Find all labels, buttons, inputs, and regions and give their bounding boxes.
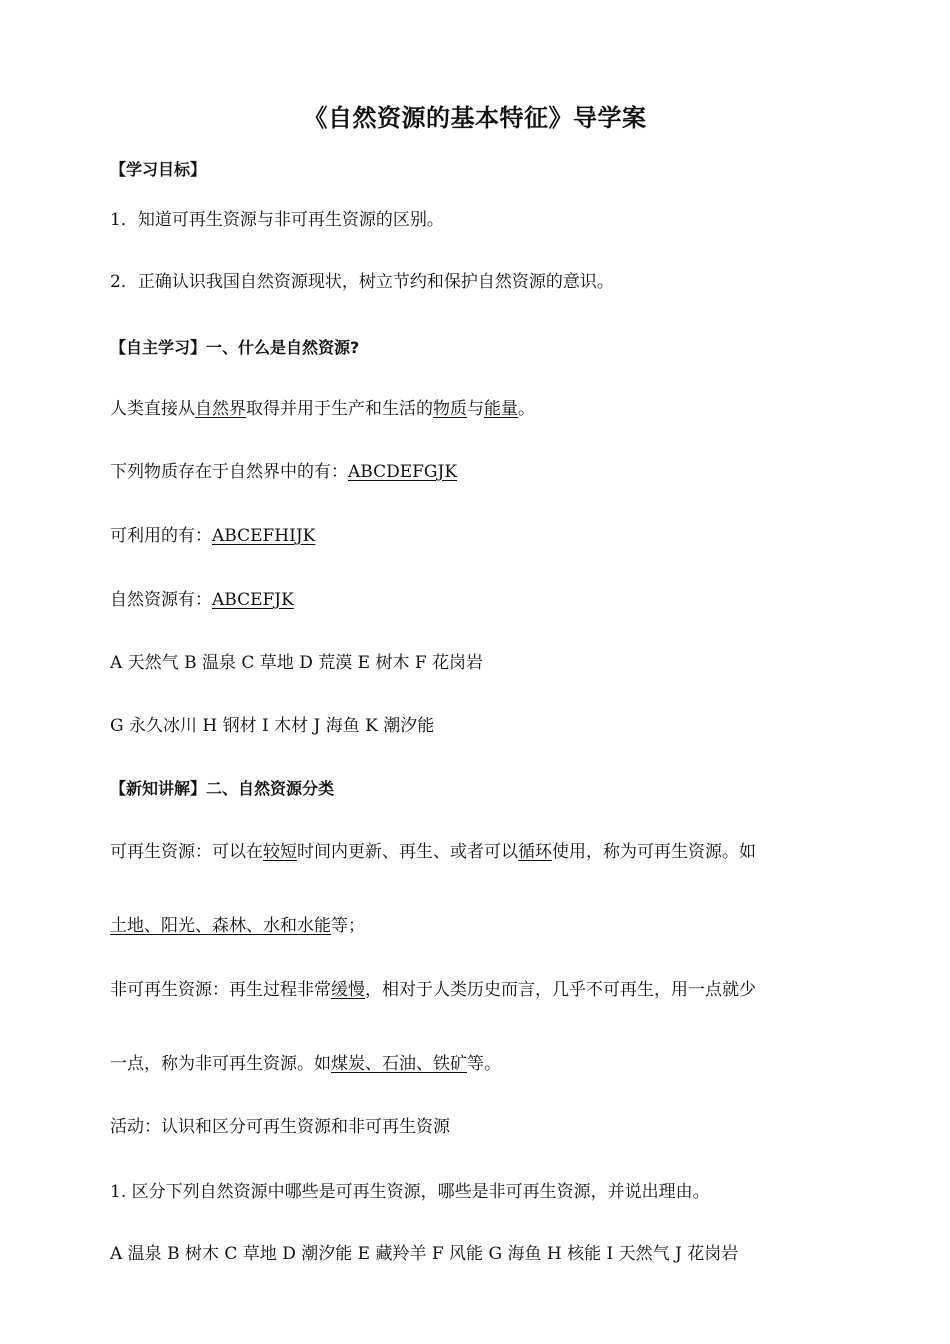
- question-exists-in-nature: [110, 460, 457, 484]
- self-study-heading: 【自主学习】一、什么是自然资源?: [110, 338, 360, 357]
- blank-answer-matter: 物质: [433, 399, 467, 419]
- nonrenewable-text-post: ，相对于人类历史而言，几乎不可再生，用一点就少: [365, 980, 756, 1000]
- renewable-examples-line: [110, 914, 365, 938]
- answer-text: ABCDEFGJK: [348, 462, 458, 482]
- document-title: 《自然资源的基本特征》导学案: [303, 104, 647, 132]
- question-label: 下列物质存在于自然界中的有：: [110, 462, 348, 482]
- blank-answer-slow: 缓慢: [331, 980, 365, 1000]
- nonrenewable-examples: 煤炭、石油、铁矿: [331, 1054, 467, 1074]
- answer-text: ABCEFJK: [212, 590, 294, 610]
- definition-text-pre: 人类直接从: [110, 399, 195, 419]
- blank-answer-nature: 自然界: [195, 399, 246, 419]
- activity-options: A 温泉 B 树木 C 草地 D 潮汐能 E 藏羚羊 F 风能 G 海鱼 H 核能 I 天然气 J 花岗岩: [110, 1244, 739, 1264]
- definition-text-post: 。: [518, 399, 535, 419]
- renewable-end: 等；: [331, 916, 365, 936]
- activity-question-1: 1. 区分下列自然资源中哪些是可再生资源，哪些是非可再生资源，并说出理由。: [110, 1182, 710, 1202]
- nonrenewable-line2-pre: 一点，称为非可再生资源。如: [110, 1054, 331, 1074]
- blank-answer-cycle: 循环: [518, 842, 552, 862]
- renewable-definition: [110, 840, 756, 864]
- nonrenewable-end: 等。: [467, 1054, 501, 1074]
- activity-title: 活动：认识和区分可再生资源和非可再生资源: [110, 1117, 450, 1137]
- question-usable: [110, 524, 315, 548]
- answer-text: ABCEFHIJK: [212, 526, 316, 546]
- nonrenewable-definition: [110, 978, 756, 1002]
- definition-text-mid1: 取得并用于生产和生活的: [246, 399, 433, 419]
- blank-answer-energy: 能量: [484, 399, 518, 419]
- options-line-1: A 天然气 B 温泉 C 草地 D 荒漠 E 树木 F 花岗岩: [110, 653, 484, 673]
- blank-answer-short: 较短: [263, 842, 297, 862]
- definition-sentence: [110, 397, 535, 421]
- goals-heading: 【学习目标】: [110, 160, 207, 179]
- nonrenewable-examples-line: [110, 1052, 501, 1076]
- renewable-text-mid: 时间内更新、再生、或者可以: [297, 842, 518, 862]
- goal-item-2: 2．正确认识我国自然资源现状，树立节约和保护自然资源的意识。: [110, 272, 614, 292]
- new-knowledge-heading: 【新知讲解】二、自然资源分类: [110, 779, 335, 798]
- question-label: 自然资源有：: [110, 590, 212, 610]
- question-natural-resources: [110, 588, 294, 612]
- nonrenewable-text-pre: 非可再生资源：再生过程非常: [110, 980, 331, 1000]
- question-label: 可利用的有：: [110, 526, 212, 546]
- renewable-text-post: 使用，称为可再生资源。如: [552, 842, 756, 862]
- goal-item-1: 1．知道可再生资源与非可再生资源的区别。: [110, 210, 444, 230]
- renewable-text-pre: 可再生资源：可以在: [110, 842, 263, 862]
- definition-text-mid2: 与: [467, 399, 484, 419]
- options-line-2: G 永久冰川 H 钢材 I 木材 J 海鱼 K 潮汐能: [110, 716, 435, 736]
- renewable-examples: 土地、阳光、森林、水和水能: [110, 916, 331, 936]
